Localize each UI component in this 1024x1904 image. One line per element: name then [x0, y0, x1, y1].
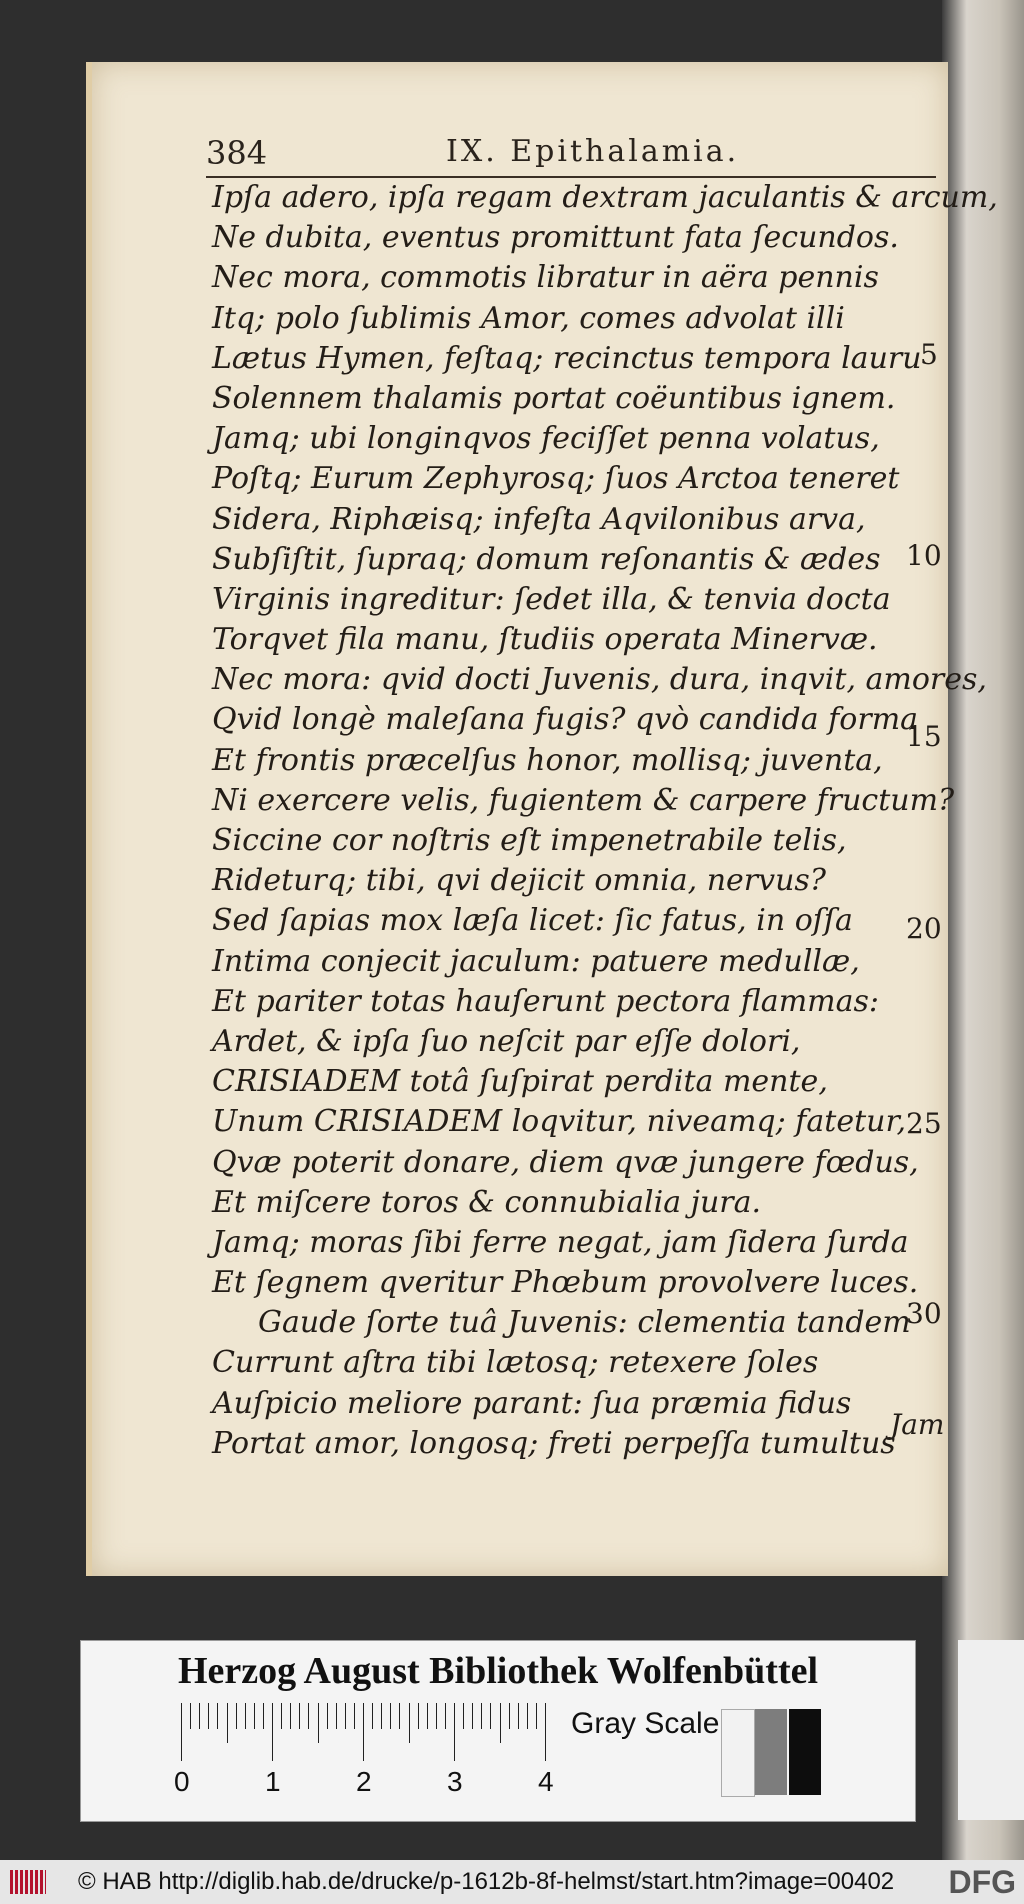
- ruler-tick: [536, 1703, 537, 1729]
- verse-line: Rideturq; tibi, qvi dejicit omnia, nervus?: [212, 863, 826, 899]
- verse-line: Qvæ poterit donare, diem qvæ jungere fœdus,: [212, 1144, 919, 1180]
- ruler-tick: [245, 1703, 246, 1729]
- ruler-edge: [958, 1640, 1024, 1820]
- ruler-tick: [436, 1703, 437, 1729]
- verse-line: Sidera, Riphæisq; infeſta Aqvilonibus arva,: [212, 501, 866, 537]
- ruler-tick: [318, 1703, 319, 1743]
- ruler-tick: [390, 1703, 391, 1729]
- gray-scale-label: Gray Scale: [571, 1707, 720, 1740]
- ruler-ticks: [181, 1703, 551, 1763]
- verse-line: Jamq; ubi longinqvos feciſſet penna volatus,: [212, 421, 880, 457]
- verse-line: Currunt aſtra tibi lætosq; retexere ſoles: [212, 1345, 819, 1381]
- verse-line: Et frontis præcelſus honor, mollisq; juventa,: [212, 742, 883, 778]
- ruler-tick: [336, 1703, 337, 1729]
- footer-bar: [0, 1860, 1024, 1904]
- ruler-tick: [290, 1703, 291, 1729]
- gray-swatch-mid: [755, 1709, 787, 1795]
- verse-line: Itq; polo ſublimis Amor, comes advolat illi: [212, 300, 845, 336]
- ruler-tick: [500, 1703, 501, 1743]
- ruler-tick: [409, 1703, 410, 1743]
- ruler-tick: [363, 1703, 364, 1761]
- ruler-tick: [281, 1703, 282, 1729]
- ruler-tick: [463, 1703, 464, 1729]
- ruler-tick: [190, 1703, 191, 1729]
- verse-line: Nec mora, commotis libratur in aëra pennis: [212, 260, 879, 296]
- verse-line: Lætus Hymen, feſtaq; recinctus tempora lauru: [212, 340, 922, 376]
- verse-line: Sed ſapias mox læſa licet: ſic fatus, in oſſa: [212, 903, 853, 939]
- verse-line: Portat amor, longosq; freti perpeſſa tumultus: [212, 1425, 896, 1461]
- ruler-number: 4: [538, 1766, 554, 1797]
- verse-line: Et pariter totas hauſerunt pectora flammas:: [212, 983, 879, 1019]
- gray-swatch-white: [721, 1709, 755, 1797]
- verse-line: Siccine cor noſtris eſt impenetrabile telis,: [212, 823, 847, 858]
- ruler-tick: [399, 1703, 400, 1729]
- line-number: 25: [906, 1107, 942, 1140]
- running-head: IX. Epithalamia.: [446, 134, 740, 169]
- line-number: 30: [906, 1297, 942, 1330]
- ruler-tick: [490, 1703, 491, 1729]
- catchword: Jam: [890, 1408, 945, 1441]
- verse-line: Virginis ingreditur: ſedet illa, & tenvia docta: [212, 581, 891, 617]
- verse-line: Subſiſtit, ſupraq; domum reſonantis & ædes: [212, 541, 881, 577]
- line-number: 20: [906, 912, 942, 945]
- verse-text: [212, 178, 998, 1464]
- verse-line: Qvid longè maleſana fugis? qvò candida forma: [212, 702, 919, 738]
- verse-line: Nec mora: qvid docti Juvenis, dura, inqvit, amores,: [212, 662, 987, 698]
- line-number: 15: [906, 720, 942, 753]
- ruler-tick: [527, 1703, 528, 1729]
- ruler-number: 0: [174, 1766, 190, 1797]
- ruler-tick: [509, 1703, 510, 1729]
- verse-line: Ardet, & ipſa ſuo neſcit par eſſe dolori,: [212, 1023, 801, 1059]
- ruler-tick: [372, 1703, 373, 1729]
- ruler-tick: [445, 1703, 446, 1729]
- ruler-tick: [227, 1703, 228, 1743]
- verse-line: Unum CRISIADEM loqvitur, niveamq; fatetur,: [212, 1104, 907, 1140]
- ruler-tick: [236, 1703, 237, 1729]
- verse-line: Ipſa adero, ipſa regam dextram jaculantis & arcum,: [212, 180, 998, 215]
- gray-swatch-black: [789, 1709, 821, 1795]
- verse-line: Intima conjecit jaculum: patuere medullæ,: [212, 943, 860, 979]
- ruler-number: 1: [265, 1766, 281, 1797]
- ruler-tick: [208, 1703, 209, 1729]
- verse-line: Solennem thalamis portat coëuntibus ignem.: [212, 380, 896, 416]
- verse-line: Torqvet fila manu, ſtudiis operata Minervæ.: [212, 622, 878, 658]
- verse-line: Jamq; moras ſibi ferre negat, jam ſidera ſurda: [212, 1224, 909, 1260]
- ruler-tick: [454, 1703, 455, 1761]
- ruler-tick: [263, 1703, 264, 1729]
- page-header: [206, 128, 936, 178]
- ruler-tick: [345, 1703, 346, 1729]
- line-number: 5: [920, 338, 938, 371]
- ruler-tick: [472, 1703, 473, 1729]
- ruler-tick: [354, 1703, 355, 1729]
- source-url[interactable]: © HAB http://diglib.hab.de/drucke/p-1612b-8f-helmst/start.htm?image=00402: [78, 1868, 895, 1895]
- ruler-tick: [181, 1703, 182, 1761]
- ruler-tick: [199, 1703, 200, 1729]
- page-number: 384: [206, 134, 268, 172]
- ruler-number: 2: [356, 1766, 372, 1797]
- dfg-logo: DFG: [948, 1864, 1016, 1900]
- verse-line: Gaude ſorte tuâ Juvenis: clementia tandem: [258, 1305, 911, 1341]
- ruler-tick: [381, 1703, 382, 1729]
- ruler-tick: [308, 1703, 309, 1729]
- ruler-tick: [327, 1703, 328, 1729]
- ruler-tick: [299, 1703, 300, 1729]
- ruler-tick: [481, 1703, 482, 1729]
- ruler-tick: [272, 1703, 273, 1761]
- ruler-tick: [427, 1703, 428, 1729]
- verse-line: CRISIADEM totâ ſuſpirat perdita mente,: [212, 1064, 828, 1100]
- ruler-tick: [545, 1703, 546, 1761]
- verse-line: Et miſcere toros & connubialia jura.: [212, 1184, 762, 1220]
- verse-line: Ne dubita, eventus promittunt fata ſecundos.: [212, 220, 899, 256]
- hab-logo-icon: [10, 1870, 46, 1894]
- ruler-tick: [418, 1703, 419, 1729]
- ruler-tick: [254, 1703, 255, 1729]
- verse-line: Et ſegnem qveritur Phœbum provolvere luces.: [212, 1265, 919, 1301]
- ruler-tick: [217, 1703, 218, 1729]
- color-ruler: [80, 1640, 916, 1822]
- ruler-title: Herzog August Bibliothek Wolfenbüttel: [177, 1650, 819, 1692]
- verse-line: Auſpicio meliore parant: ſua præmia fidus: [212, 1385, 852, 1421]
- verse-line: Poſtq; Eurum Zephyrosq; ſuos Arctoa teneret: [212, 461, 900, 497]
- verse-line: Ni exercere velis, fugientem & carpere fructum?: [212, 782, 955, 818]
- ruler-tick: [518, 1703, 519, 1729]
- ruler-number: 3: [447, 1766, 463, 1797]
- line-number: 10: [906, 539, 942, 572]
